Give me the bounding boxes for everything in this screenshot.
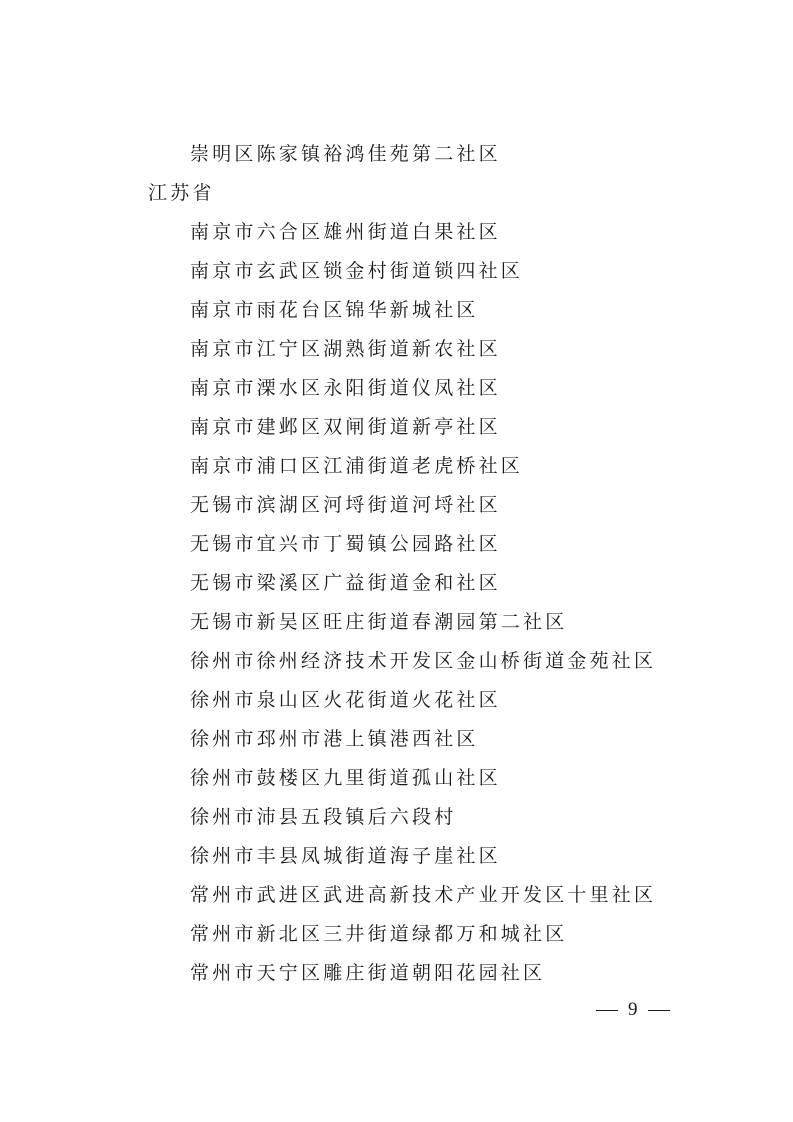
list-item: 常州市新北区三井街道绿都万和城社区 [190,923,568,945]
province-heading: 江苏省 [148,182,215,204]
list-item: 无锡市新吴区旺庄街道春潮园第二社区 [190,611,568,633]
page-number: 9 [628,999,638,1020]
list-item: 南京市玄武区锁金村街道锁四社区 [190,260,524,282]
list-item: 南京市江宁区湖熟街道新农社区 [190,338,501,360]
page-number-footer [596,998,670,1022]
list-item: 徐州市沛县五段镇后六段村 [190,806,457,828]
list-item: 崇明区陈家镇裕鸿佳苑第二社区 [190,143,501,165]
list-item: 徐州市邳州市港上镇港西社区 [190,728,479,750]
list-item: 常州市武进区武进高新技术产业开发区十里社区 [190,884,657,906]
list-item: 南京市浦口区江浦街道老虎桥社区 [190,455,524,477]
list-item: 常州市天宁区雕庄街道朝阳花园社区 [190,962,546,984]
page-number-right-dash [648,1010,670,1011]
list-item: 无锡市梁溪区广益街道金和社区 [190,572,501,594]
list-item: 南京市建邺区双闸街道新亭社区 [190,416,501,438]
list-item: 南京市溧水区永阳街道仪凤社区 [190,377,501,399]
list-item: 无锡市滨湖区河埒街道河埒社区 [190,494,501,516]
page-number-left-dash [596,1010,618,1011]
list-item: 徐州市徐州经济技术开发区金山桥街道金苑社区 [190,650,657,672]
list-item: 无锡市宜兴市丁蜀镇公园路社区 [190,533,501,555]
list-item: 南京市雨花台区锦华新城社区 [190,299,479,321]
list-item: 徐州市泉山区火花街道火花社区 [190,689,501,711]
list-item: 徐州市丰县凤城街道海子崖社区 [190,845,501,867]
list-item: 徐州市鼓楼区九里街道孤山社区 [190,767,501,789]
list-item: 南京市六合区雄州街道白果社区 [190,221,501,243]
